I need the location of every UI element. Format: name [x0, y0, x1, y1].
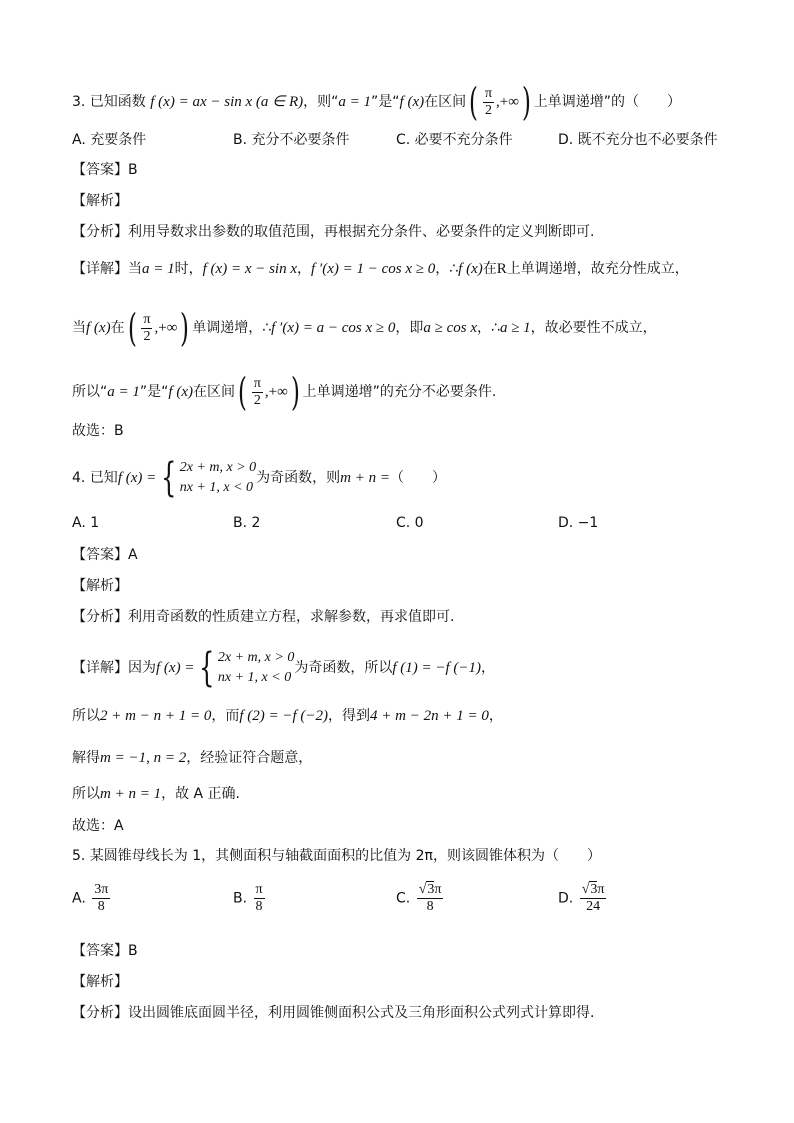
q4-detail-line1: 【详解】因为f (x) = { 2x + m, x > 0 nx + 1, x < 0 为奇函数，所以f (1) = −f (−1)，	[72, 645, 496, 691]
q3-jiexi: 【解析】	[72, 193, 128, 209]
q4-detail-line2: 所以2 + m − n + 1 = 0，而f (2) = −f (−2)，得到4 + m − 2n + 1 = 0，	[72, 708, 503, 724]
q4-jiexi: 【解析】	[72, 578, 128, 594]
q5-stem: 5. 某圆锥母线长为 1，其侧面积与轴截面面积的比值为 2π，则该圆锥体积为（ ）	[72, 848, 601, 864]
q4-choose: 故选：A	[72, 818, 124, 834]
q3-answer: 【答案】B	[72, 162, 138, 178]
q3-analysis: 【分析】利用导数求出参数的取值范围，再根据充分条件、必要条件的定义判断即可.	[72, 224, 595, 240]
q4-answer: 【答案】A	[72, 547, 138, 563]
q5-answer: 【答案】B	[72, 943, 138, 959]
q3-detail-line1: 【详解】当a = 1时，f (x) = x − sin x，f ′(x) = 1 − cos x ≥ 0，∴f (x)在R上单调递增，故充分性成立，	[72, 261, 689, 277]
q3-number: 3.	[72, 94, 86, 110]
q3-option-b: B. 充分不必要条件	[233, 132, 350, 148]
q3-fraction: $\frac{\pi}{2}$	[484, 85, 493, 118]
q3-function: f (x) = ax − sin x (a ∈ R)	[150, 94, 304, 110]
q4-stem: 4. 已知f (x) = { 2x + m, x > 0 nx + 1, x < 0 为奇函数，则m + n =（ ）	[72, 455, 446, 501]
q4-option-a: A. 1	[72, 515, 100, 531]
q5-option-b: B. $\frac{\pi}{8}$	[233, 882, 263, 914]
q5-jiexi: 【解析】	[72, 974, 128, 990]
q4-option-c: C. 0	[396, 515, 424, 531]
q5-analysis: 【分析】设出圆锥底面圆半径，利用圆锥侧面积公式及三角形面积公式列式计算即得.	[72, 1005, 595, 1021]
q3-option-a: A. 充要条件	[72, 132, 147, 148]
q5-option-d: D. $\frac{√3\pi}{24}$	[558, 882, 605, 914]
q3-detail-line2: 当f (x)在( $\frac{\pi}{2}$ ,+∞) 单调递增，∴f ′(x) = a − cos x ≥ 0，即a ≥ cos x，∴a ≥ 1，故必要性不成立，	[72, 306, 657, 350]
q4-cases: 2x + m, x > 0 nx + 1, x < 0	[179, 460, 257, 495]
q3-detail-line3: 所以“a = 1”是“f (x)在区间( $\frac{\pi}{2}$ ,+∞) 上单调递增”的充分不必要条件.	[72, 370, 497, 414]
q4-detail-line3: 解得m = −1, n = 2，经验证符合题意，	[72, 750, 313, 766]
q3-stem: 3. 已知函数 f (x) = ax − sin x (a ∈ R)，则“a = 1”是“f (x)在区间( $\frac{\pi}{2}$ ,+∞) 上单调递增”的（ ）	[72, 80, 682, 124]
q3-choose: 故选：B	[72, 423, 124, 439]
q4-detail-line4: 所以m + n = 1，故 A 正确.	[72, 786, 241, 802]
q3-option-c: C. 必要不充分条件	[396, 132, 513, 148]
q3-option-d: D. 既不充分也不必要条件	[558, 132, 718, 148]
q4-option-d: D. −1	[558, 515, 599, 531]
q5-option-a: A. $\frac{3\pi}{8}$	[72, 882, 109, 914]
q4-option-b: B. 2	[233, 515, 261, 531]
q5-option-c: C. $\frac{√3\pi}{8}$	[396, 882, 442, 914]
q4-analysis: 【分析】利用奇函数的性质建立方程，求解参数，再求值即可.	[72, 609, 455, 625]
